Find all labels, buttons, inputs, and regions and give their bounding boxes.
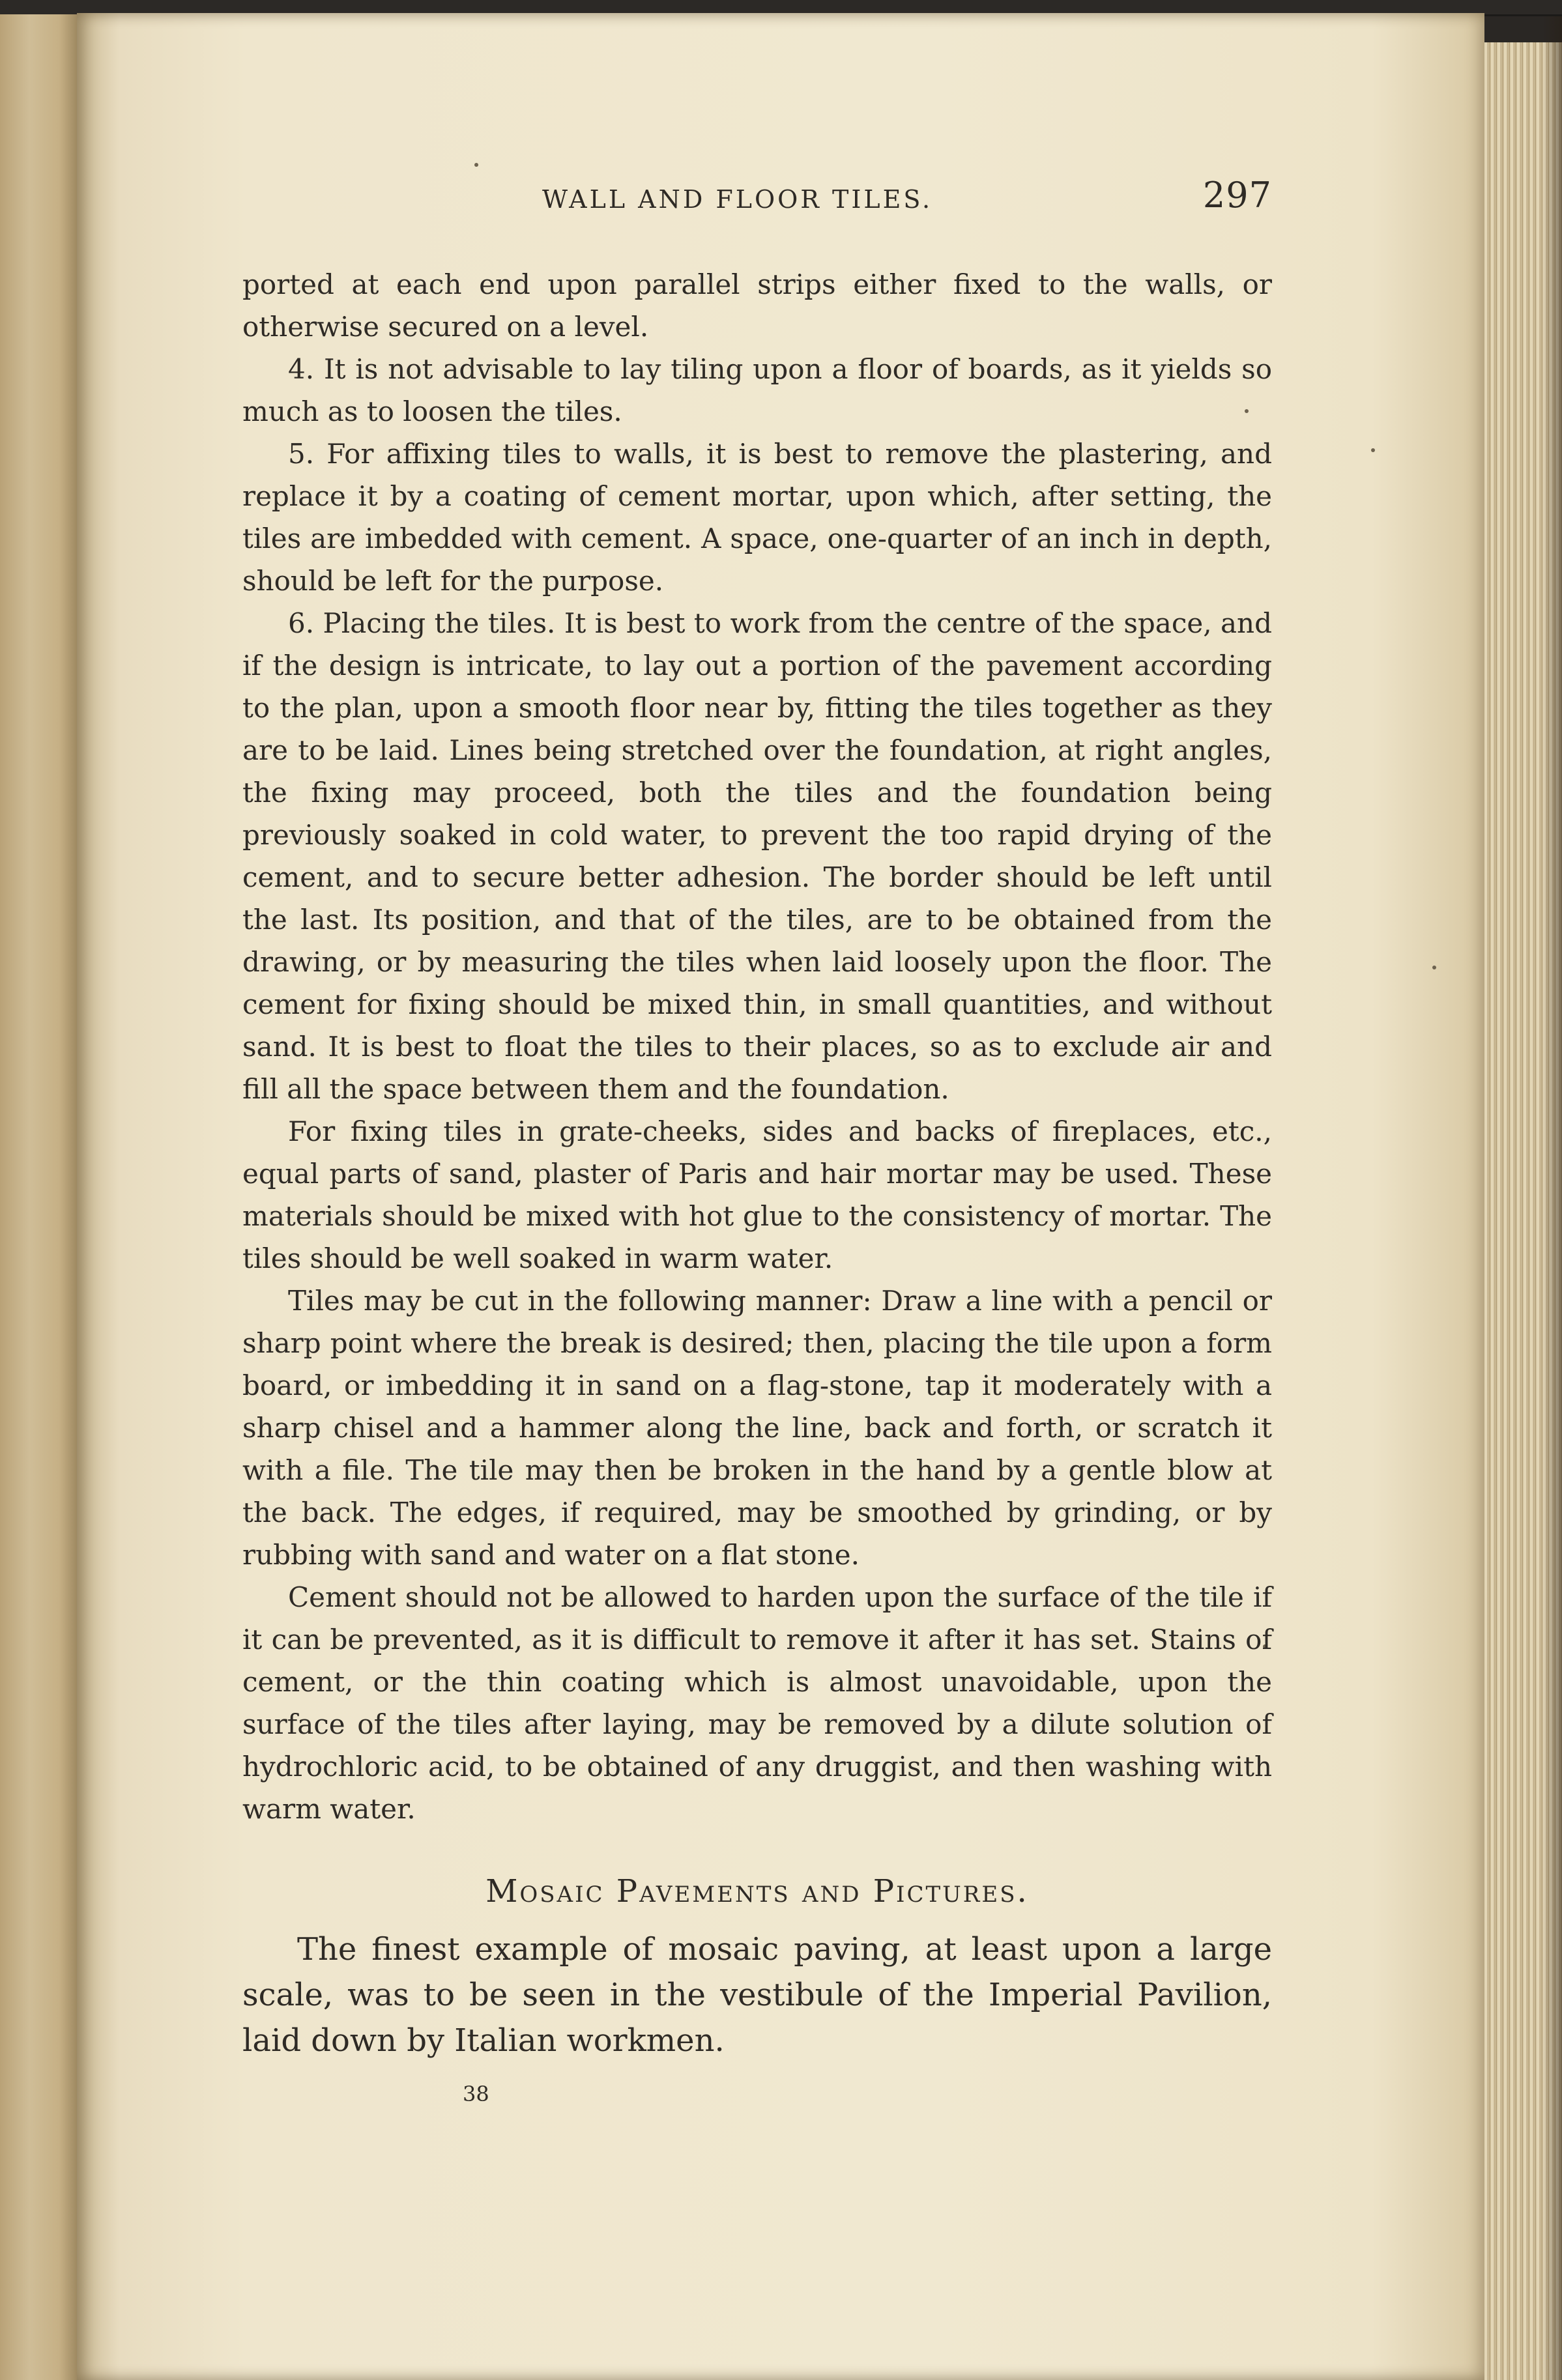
section-body bbox=[242, 1927, 1272, 2063]
paragraph-item-4: 4. It is not advisable to lay tiling upon a floor of boards, as it yields so much as to loosen the tiles. bbox=[242, 353, 1272, 427]
section-heading: Mosaic Pavements and Pictures. bbox=[485, 1873, 1029, 1910]
paragraph-cement-stains: Cement should not be allowed to harden upon the surface of the tile if it can be prevented, as it is difficult to remove it after it has set. Stains of cement, or the thin coating which is almost unavoidable, upon the surface of the tiles after laying, may be removed by a dilute solution of hydrochloric acid, to be obtained of any druggist, and then washing with warm water. bbox=[242, 1581, 1272, 1825]
paragraph-cutting-tiles: Tiles may be cut in the following manner: Draw a line with a pencil or sharp point where the break is desired; then, placing the tile upon a form board, or imbedding it in sand on a flag-stone, tap it moderately with a sharp chisel and a hammer along the line, back and forth, or scratch it with a file. The tile may then be broken in the hand by a gentle blow at the back. The edges, if required, may be smoothed by grinding, or by rubbing with sand and water on a flat stone. bbox=[242, 1285, 1272, 1571]
page-content bbox=[242, 171, 1272, 2106]
right-page-stack bbox=[1484, 16, 1562, 2380]
body-text bbox=[242, 263, 1272, 1830]
paper-speck bbox=[1432, 966, 1436, 969]
paper-speck bbox=[1371, 448, 1375, 452]
page-number: 297 bbox=[1202, 175, 1272, 216]
paragraph-continued: ported at each end upon parallel strips either fixed to the walls, or otherwise secured on a level. bbox=[242, 268, 1272, 343]
paragraph-fireplaces: For fixing tiles in grate-cheeks, sides and backs of fireplaces, etc., equal parts of sand, plaster of Paris and hair mortar may be used. These materials should be mixed with hot glue to the consistency of mortar. The tiles should be well soaked in warm water. bbox=[242, 1115, 1272, 1274]
signature-mark: 38 bbox=[463, 2082, 489, 2106]
scan-top-edge bbox=[0, 0, 1562, 14]
paragraph-item-5: 5. For affixing tiles to walls, it is best to remove the plastering, and replace it by a coating of cement mortar, upon which, after setting, the tiles are imbedded with cement. A space, one-quarter of an inch in depth, should be left for the purpose. bbox=[242, 438, 1272, 597]
section-paragraph: The finest example of mosaic paving, at least upon a large scale, was to be seen in the vestibule of the Imperial Pavilion, laid down by Italian workmen. bbox=[242, 1931, 1272, 2059]
running-head bbox=[242, 171, 1272, 223]
running-head-title: WALL AND FLOOR TILES. bbox=[542, 185, 933, 214]
paragraph-item-6: 6. Placing the tiles. It is best to work from the centre of the space, and if the design is intricate, to lay out a portion of the pavement according to the plan, upon a smooth floor near by, fitting the tiles together as they are to be laid. Lines being stretched over the foundation, at right angles, the fixing may proceed, both the tiles and the foundation being previously soaked in cold water, to prevent the too rapid drying of the cement, and to secure better adhesion. The border should be left until the last. Its position, and that of the tiles, are to be obtained from the drawing, or by measuring the tiles when laid loosely upon the floor. The cement for fixing should be mixed thin, in small quantities, and without sand. It is best to float the tiles to their places, so as to exclude air and fill all the space between them and the foundation. bbox=[242, 607, 1272, 1105]
left-page-edge bbox=[0, 14, 85, 2380]
paper-speck bbox=[474, 163, 478, 167]
